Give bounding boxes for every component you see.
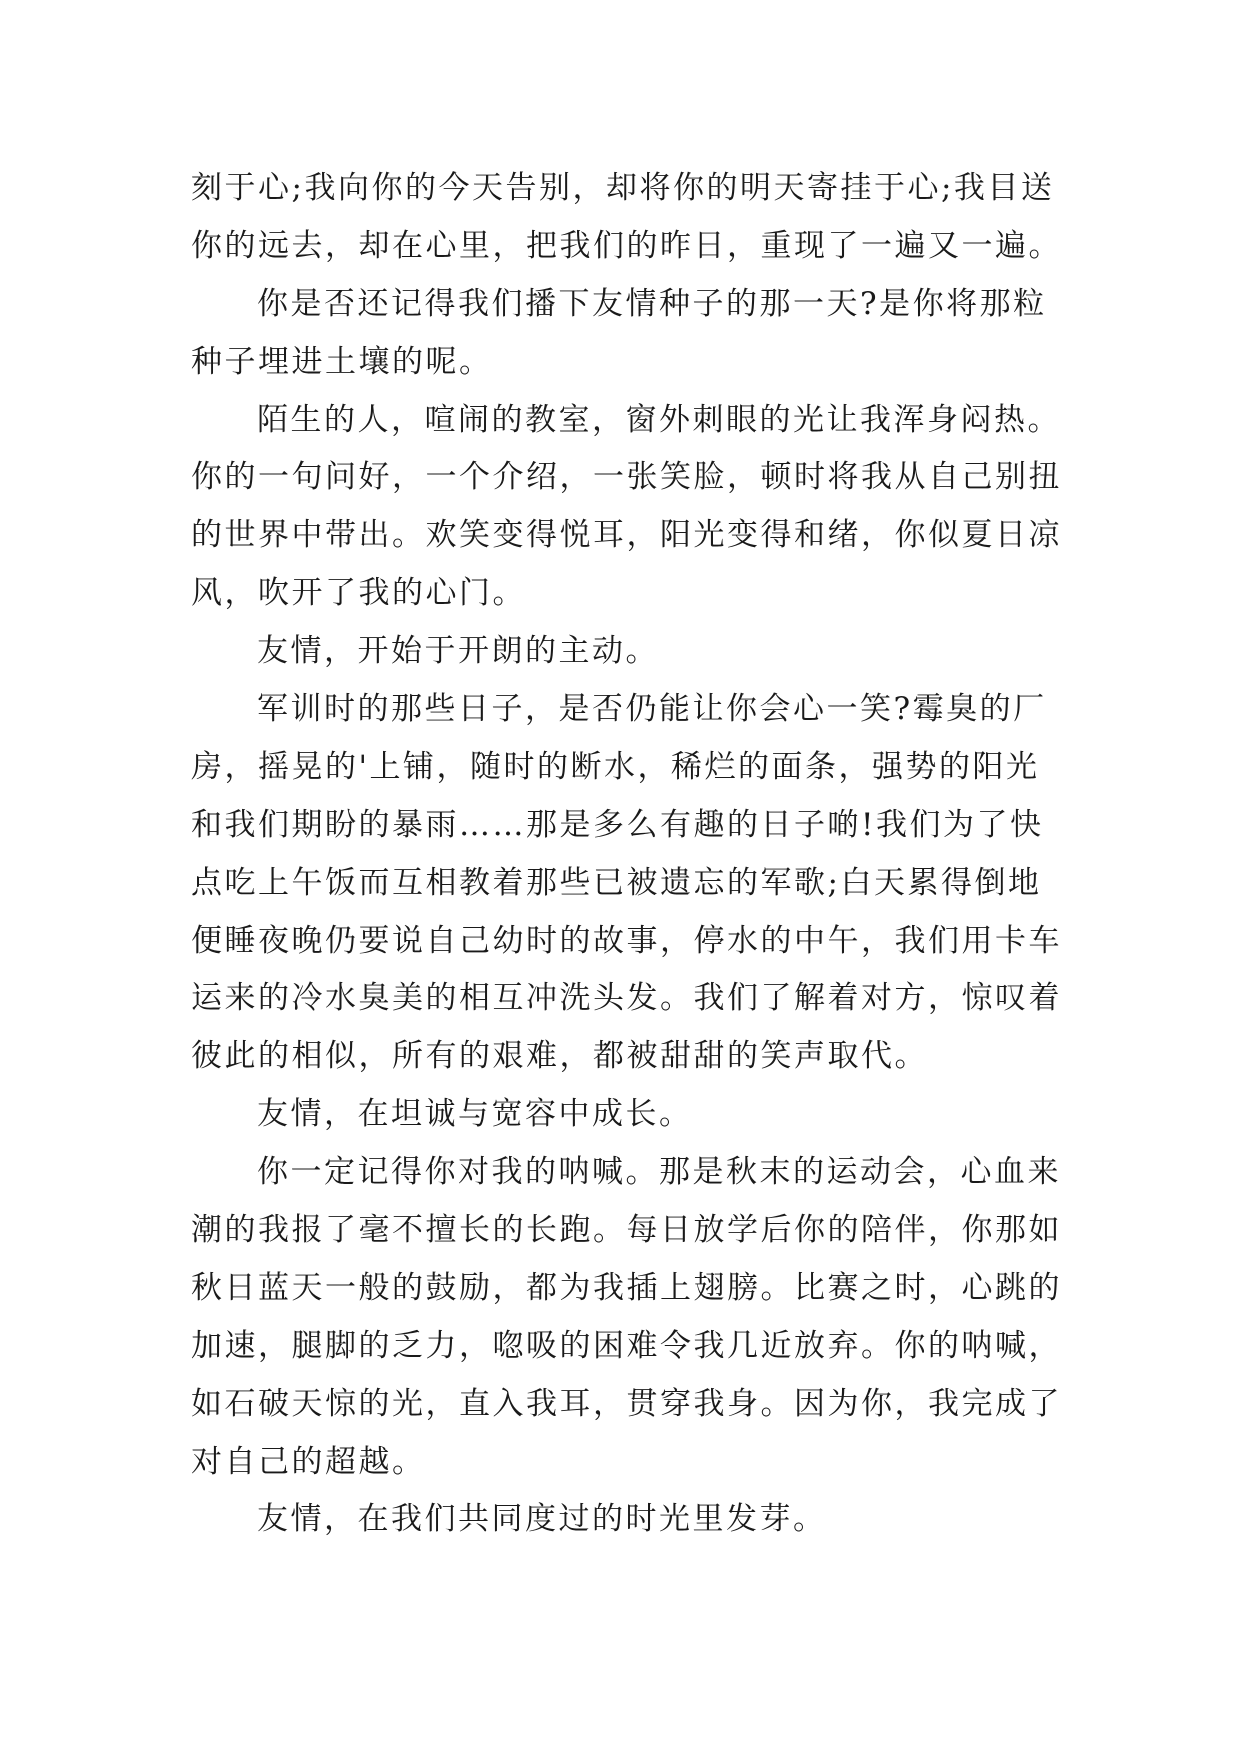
essay-body: [191, 160, 1091, 1549]
text-line: 种子埋进土壤的呢。: [191, 343, 493, 380]
text-line: 对自己的超越。: [191, 1443, 426, 1480]
text-line: 的世界中带出。欢笑变得悦耳，阳光变得和绪，你似夏日凉: [191, 517, 1062, 554]
paragraph-start-line: 友情，在坦诚与宽容中成长。: [257, 1096, 693, 1133]
text-line: 彼此的相似，所有的艰难，都被甜甜的笑声取代。: [191, 1038, 928, 1075]
paragraph-start-line: 你一定记得你对我的呐喊。那是秋末的运动会，心血来: [257, 1154, 1061, 1191]
paragraph-start-line: 友情，开始于开朗的主动。: [257, 633, 659, 670]
paragraph-start-line: 军训时的那些日子，是否仍能让你会心一笑?霉臭的厂: [257, 691, 1047, 728]
text-line: 潮的我报了毫不擅长的长跑。每日放学后你的陪伴，你那如: [191, 1212, 1062, 1249]
paragraph-start-line: 陌生的人，喧闹的教室，窗外刺眼的光让我浑身闷热。: [257, 401, 1061, 438]
text-line: 如石破天惊的光，直入我耳，贯穿我身。因为你，我完成了: [191, 1385, 1062, 1422]
text-line: 点吃上午饭而互相教着那些已被遗忘的军歌;白天累得倒地: [191, 864, 1042, 901]
text-line: 风，吹开了我的心门。: [191, 575, 526, 612]
text-line: 房，摇晃的'上铺，随时的断水，稀烂的面条，强势的阳光: [191, 748, 1040, 785]
text-line: 秋日蓝天一般的鼓励，都为我插上翅膀。比赛之时，心跳的: [191, 1269, 1062, 1306]
text-line: 和我们期盼的暴雨……那是多么有趣的日子啲!我们为了快: [191, 806, 1044, 843]
text-line: 你的远去，却在心里，把我们的昨日，重现了一遍又一遍。: [191, 227, 1062, 264]
text-line: 你的一句问好，一个介绍，一张笑脸，顿时将我从自己别扭: [191, 459, 1062, 496]
paragraph-start-line: 友情，在我们共同度过的时光里发芽。: [257, 1501, 827, 1538]
text-line: 刻于心;我向你的今天告别，却将你的明天寄挂于心;我目送: [191, 170, 1055, 206]
paragraph-start-line: 你是否还记得我们播下友情种子的那一天?是你将那粒: [257, 285, 1047, 322]
text-line: 加速，腿脚的乏力，唿吸的困难令我几近放弃。你的呐喊，: [191, 1327, 1062, 1364]
text-line: 运来的冷水臭美的相互冲洗头发。我们了解着对方，惊叹着: [191, 980, 1062, 1017]
text-line: 便睡夜晚仍要说自己幼时的故事，停水的中午，我们用卡车: [191, 922, 1062, 959]
